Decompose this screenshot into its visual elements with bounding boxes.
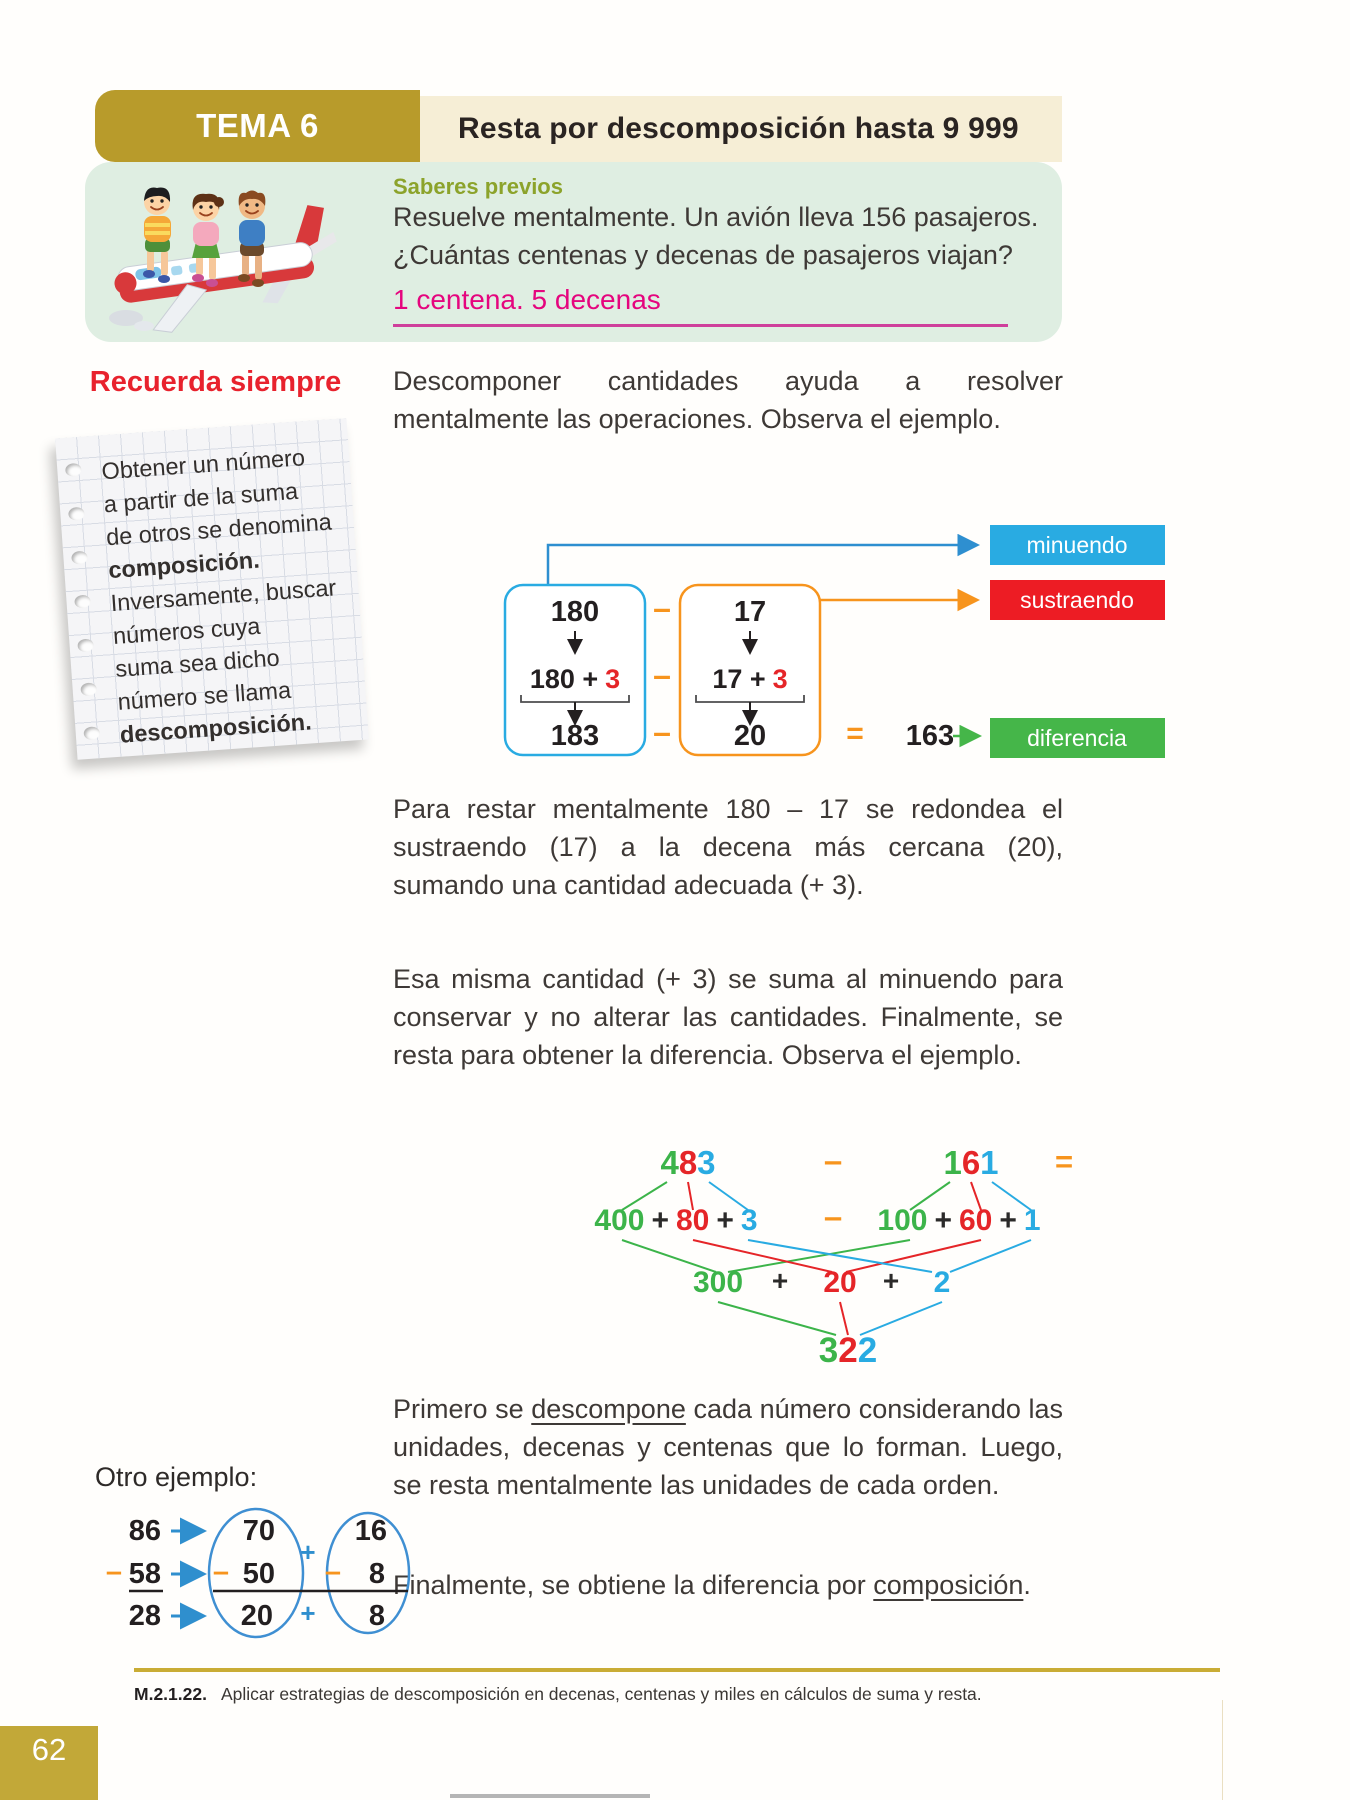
svg-text:50: 50 (242, 1558, 275, 1590)
paragraph-compose: Finalmente, se obtiene la diferencia por composición. (393, 1570, 1031, 1600)
plus-sign: + (300, 1537, 316, 1567)
paragraph-conserve: Esa misma cantidad (+ 3) se suma al minuendo para conservar y no alterar las cantidades. Finalmente, se resta para obtener la diferencia. Observa el ejemplo. (393, 964, 1063, 1070)
punch-hole (83, 726, 100, 740)
otro-ejemplo-heading: Otro ejemplo: (95, 1462, 258, 1492)
minuend-value: 180 (550, 596, 600, 628)
svg-text:8: 8 (368, 1600, 385, 1632)
minus-sign: – (823, 1142, 843, 1179)
tema-label: TEMA 6 (196, 107, 319, 144)
subtrahend-value: 17 (733, 596, 767, 628)
minus-sign: – (653, 714, 671, 750)
svg-text:sustraendo: sustraendo (1020, 587, 1134, 613)
minus-sign: – (653, 590, 671, 626)
recuerda-siempre-heading: Recuerda siempre (89, 366, 342, 398)
svg-text:17 +3: 17 + 3 (712, 664, 788, 694)
note-text: Obtener un número a partir de la suma de otros se denomina composición. Inversamente, buscar números cuya suma sea dicho número se llama descomposición. (100, 444, 338, 748)
equals-sign: = (1054, 1144, 1074, 1179)
final-difference: 322 (818, 1331, 878, 1370)
punch-hole (71, 551, 88, 565)
punch-hole (65, 463, 82, 477)
svg-text:diferencia: diferencia (1027, 725, 1127, 751)
children-airplane-illustration (100, 168, 340, 338)
minus-sign: – (653, 657, 671, 693)
equals-sign: = (846, 717, 864, 750)
minuend: 86 (128, 1515, 161, 1547)
saberes-line-2: ¿Cuántas centenas y decenas de pasajeros viajan? (393, 240, 1013, 270)
punch-hole (74, 595, 91, 609)
minus-sign: – (212, 1556, 230, 1588)
punch-hole (68, 507, 85, 521)
punch-hole (77, 638, 94, 652)
curriculum-standard: M.2.1.22. Aplicar estrategias de descomposición en decenas, centenas y miles en cálculos de suma y resta. (134, 1684, 982, 1704)
otro-ejemplo-diagram (85, 1495, 415, 1650)
saberes-line-1: Resuelve mentalmente. Un avión lleva 156 pasajeros. (393, 202, 1039, 232)
punch-hole (80, 682, 97, 696)
svg-text:70: 70 (242, 1515, 275, 1547)
student-answer: 1 centena. 5 decenas (393, 284, 1008, 327)
left-decomposition: 400 + 80 + 3 (594, 1204, 758, 1237)
top-right-number: 161 (943, 1144, 999, 1181)
minuendo-arrow (548, 545, 975, 585)
subtrahend: 58 (128, 1558, 161, 1590)
bottom-gray-bar (450, 1794, 650, 1798)
tema-banner (95, 90, 420, 162)
paragraph-decompose: Primero se descompone cada número considerando las unidades, decenas y centenas que lo forman. Luego, se resta mentalmente las unidades de cada orden. (393, 1394, 1063, 1500)
minus-sign: – (324, 1556, 342, 1588)
plus-sign: + (882, 1265, 900, 1296)
saberes-previos-heading: Saberes previos (393, 174, 563, 199)
difference: 28 (128, 1600, 161, 1632)
difference-result: 163 (905, 720, 955, 752)
partial-hundreds: 300 (692, 1266, 744, 1299)
svg-text:20: 20 (240, 1600, 273, 1632)
footer-divider (134, 1668, 1220, 1672)
top-left-number: 483 (660, 1144, 716, 1181)
minus-sign: – (823, 1198, 843, 1235)
minuend-result: 183 (550, 720, 600, 752)
partial-units: 2 (933, 1266, 951, 1299)
note-paper (55, 418, 369, 760)
page-title: Resta por descomposición hasta 9 999 (458, 112, 1019, 145)
page-number: 62 (31, 1732, 67, 1767)
standard-code: M.2.1.22. (134, 1684, 207, 1704)
svg-text:minuendo: minuendo (1026, 532, 1128, 558)
plus-sign: + (300, 1598, 316, 1628)
subtraction-diagram (393, 445, 1183, 775)
title-band (420, 96, 1062, 162)
partial-tens: 20 (823, 1266, 857, 1299)
svg-text:16: 16 (354, 1515, 387, 1547)
paragraph-rounding: Para restar mentalmente 180 – 17 se redondea el sustraendo (17) a la decena más cercana (20), sumando una cantidad adecuada (+ 3). (393, 794, 1063, 900)
plus-sign: + (771, 1265, 789, 1296)
subtrahend-result: 20 (733, 720, 767, 752)
intro-paragraph: Descomponer cantidades ayuda a resolver mentalmente las operaciones. Observa el ejemplo. (393, 366, 1063, 434)
svg-text:180 +3: 180 + 3 (529, 664, 621, 694)
page-edge-line (1222, 1700, 1223, 1800)
underlined-word: composición (873, 1570, 1024, 1600)
decomposition-diagram (570, 1128, 1090, 1378)
right-decomposition: 100 + 60 + 1 (877, 1204, 1041, 1237)
minus-sign: – (105, 1556, 123, 1588)
page-number-tab (0, 1726, 98, 1800)
underlined-word: descompone (531, 1394, 686, 1424)
svg-text:8: 8 (368, 1558, 385, 1590)
